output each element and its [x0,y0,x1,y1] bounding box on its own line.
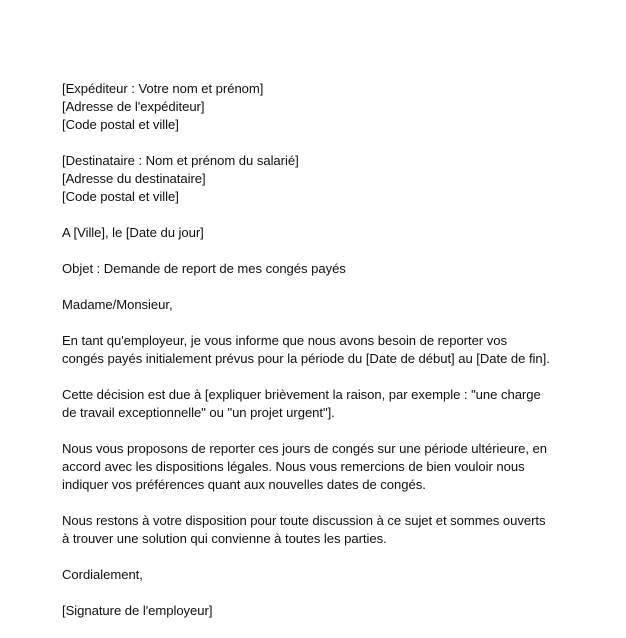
place-date-text: A [Ville], le [Date du jour] [62,225,204,240]
paragraph-line: Nous vous proposons de reporter ces jours de congés sur une période ultérieure, en [62,441,548,456]
place-date [62,224,607,242]
letter-document [62,80,607,638]
signature-text: [Signature de l'employeur] [62,603,213,618]
body-paragraph-2 [62,386,607,422]
sender-address: [Adresse de l'expéditeur] [62,99,205,114]
recipient-postal-city: [Code postal et ville] [62,189,179,204]
paragraph-line: congés payés initialement prévus pour la période du [Date de début] au [Date de fin]. [62,351,550,366]
salutation [62,296,607,314]
paragraph-line: indiquer vos préférences quant aux nouvelles dates de congés. [62,477,426,492]
subject-line [62,260,607,278]
recipient-name: [Destinataire : Nom et prénom du salarié] [62,153,299,168]
paragraph-line: Nous restons à votre disposition pour toute discussion à ce sujet et sommes ouverts [62,513,546,528]
salutation-text: Madame/Monsieur, [62,297,173,312]
body-paragraph-3 [62,440,607,494]
sender-name: [Expéditeur : Votre nom et prénom] [62,81,264,96]
signature [62,602,607,620]
recipient-address: [Adresse du destinataire] [62,171,206,186]
recipient-address-block [62,152,607,206]
subject-text: Objet : Demande de report de mes congés payés [62,261,346,276]
body-paragraph-1 [62,332,607,368]
paragraph-line: Cette décision est due à [expliquer brièvement la raison, par exemple : "une charge [62,387,541,402]
sender-postal-city: [Code postal et ville] [62,117,179,132]
paragraph-line: de travail exceptionnelle" ou "un projet urgent"]. [62,405,335,420]
sender-address-block [62,80,607,134]
closing [62,566,607,584]
closing-text: Cordialement, [62,567,143,582]
paragraph-line: accord avec les dispositions légales. Nous vous remercions de bien vouloir nous [62,459,525,474]
body-paragraph-4 [62,512,607,548]
paragraph-line: En tant qu'employeur, je vous informe que nous avons besoin de reporter vos [62,333,507,348]
paragraph-line: à trouver une solution qui convienne à toutes les parties. [62,531,387,546]
